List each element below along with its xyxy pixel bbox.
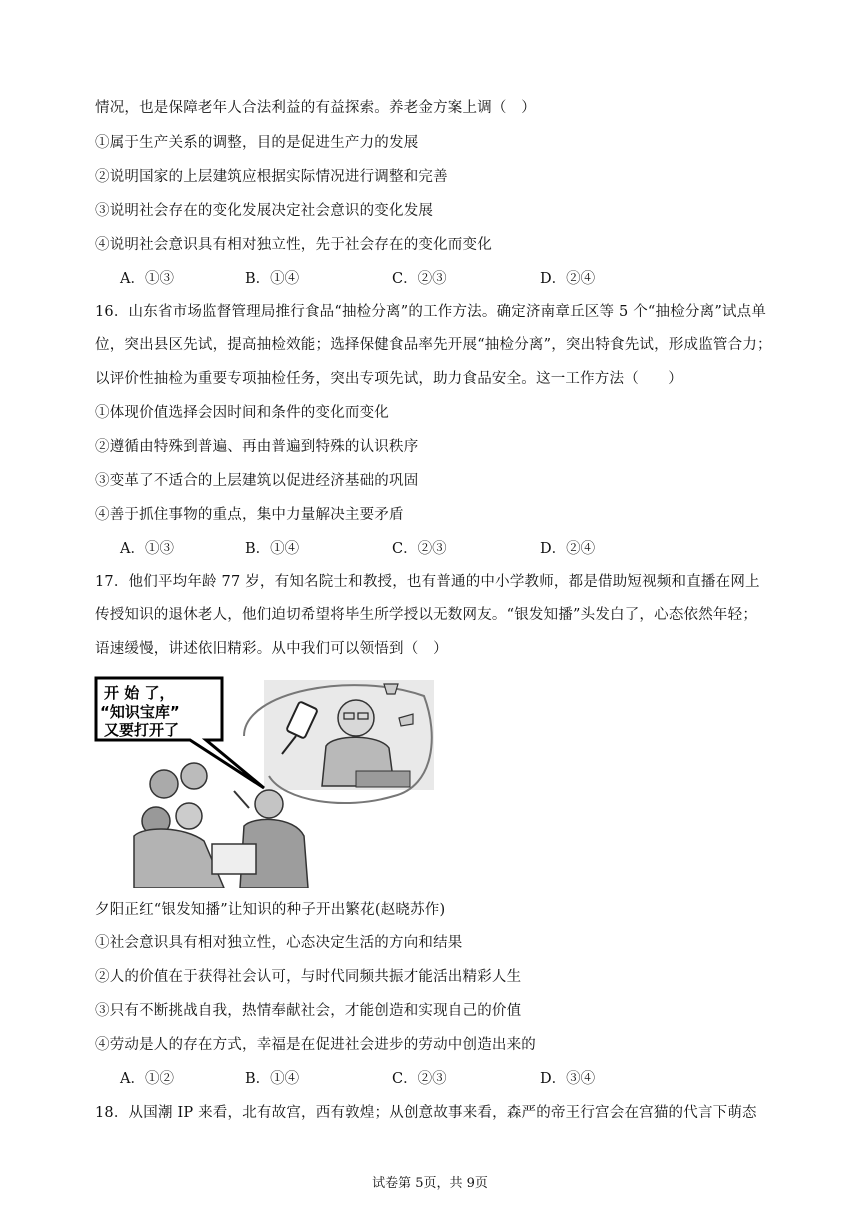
q15-choice-1: ①属于生产关系的调整，目的是促进生产力的发展 <box>95 135 419 151</box>
q18-stem-line-1: 18．从国潮 IP 来看，北有故宫，西有敦煌；从创意故事来看，森严的帝王行宫会在宫猫的代言下萌态 <box>95 1105 757 1121</box>
cartoon-bubble-line-2: “知识宝库” <box>100 703 180 721</box>
q17-choice-3: ③只有不断挑战自我，热情奉献社会，才能创造和实现自己的价值 <box>95 1003 522 1019</box>
q16-choice-4: ④善于抓住事物的重点，集中力量解决主要矛盾 <box>95 507 404 523</box>
q17-stem-line-2: 传授知识的退休老人，他们迫切希望将毕生所学授以无数网友。“银发知播”头发白了，心态依然年轻； <box>95 607 758 623</box>
q17-choice-2: ②人的价值在于获得社会认可，与时代同频共振才能活出精彩人生 <box>95 969 522 985</box>
page-footer: 试卷第 5页，共 9页 <box>372 1176 488 1191</box>
q16-stem-line-2: 位，突出县区先试，提高抽检效能；选择保健食品率先开展“抽检分离”，突出特食先试，形成监管合力； <box>95 337 772 353</box>
q15-option-d: D．②④ <box>540 271 596 287</box>
q16-option-c: C．②③ <box>392 541 447 557</box>
q15-choice-2: ②说明国家的上层建筑应根据实际情况进行调整和完善 <box>95 169 448 185</box>
cartoon-desk <box>356 771 410 787</box>
q17-option-a: A．①② <box>120 1071 174 1087</box>
cartoon-bubble-line-3: 又要打开了 <box>104 721 180 739</box>
q15-option-a: A．①③ <box>120 271 174 287</box>
q16-stem-line-1: 16．山东省市场监督管理局推行食品“抽检分离”的工作方法。确定济南章丘区等 5 个“抽检分离”试点单 <box>95 304 767 320</box>
q17-option-d: D．③④ <box>540 1071 596 1087</box>
cartoon-bubble-line-1: 开 始 了， <box>104 684 175 702</box>
q17-stem-line-1: 17．他们平均年龄 77 岁，有知名院士和教授，也有普通的中小学教师，都是借助短视频和直播在网上 <box>95 574 760 590</box>
q15-option-c: C．②③ <box>392 271 447 287</box>
q15-choice-3: ③说明社会存在的变化发展决定社会意识的变化发展 <box>95 203 434 219</box>
q17-option-c: C．②③ <box>392 1071 447 1087</box>
q17-stem-line-3: 语速缓慢，讲述依旧精彩。从中我们可以领悟到（ ） <box>95 641 448 657</box>
cartoon-caption: 夕阳正红“银发知播”让知识的种子开出繁花(赵晓苏作) <box>95 902 446 918</box>
q16-choice-1: ①体现价值选择会因时间和条件的变化而变化 <box>95 405 389 421</box>
cartoon-old-man-head <box>338 700 374 736</box>
q15-choice-4: ④说明社会意识具有相对独立性，先于社会存在的变化而变化 <box>95 237 492 253</box>
q16-choice-2: ②遵循由特殊到普遍、再由普遍到特殊的认识秩序 <box>95 439 419 455</box>
q17-option-b: B．①④ <box>245 1071 300 1087</box>
q15-option-b: B．①④ <box>245 271 300 287</box>
cartoon-illustration <box>94 676 438 888</box>
cartoon-laptop-icon <box>212 844 256 874</box>
q16-option-b: B．①④ <box>245 541 300 557</box>
q17-choice-4: ④劳动是人的存在方式，幸福是在促进社会进步的劳动中创造出来的 <box>95 1037 536 1053</box>
q16-option-a: A．①③ <box>120 541 174 557</box>
q17-choice-1: ①社会意识具有相对独立性，心态决定生活的方向和结果 <box>95 935 463 951</box>
cartoon-lamp-icon <box>384 684 398 694</box>
q16-stem-line-3: 以评价性抽检为重要专项抽检任务，突出专项先试，助力食品安全。这一工作方法（ ） <box>95 371 683 387</box>
q15-stem-line: 情况，也是保障老年人合法利益的有益探索。养老金方案上调（ ） <box>95 100 536 116</box>
q16-option-d: D．②④ <box>540 541 596 557</box>
q16-choice-3: ③变革了不适合的上层建筑以促进经济基础的巩固 <box>95 473 419 489</box>
